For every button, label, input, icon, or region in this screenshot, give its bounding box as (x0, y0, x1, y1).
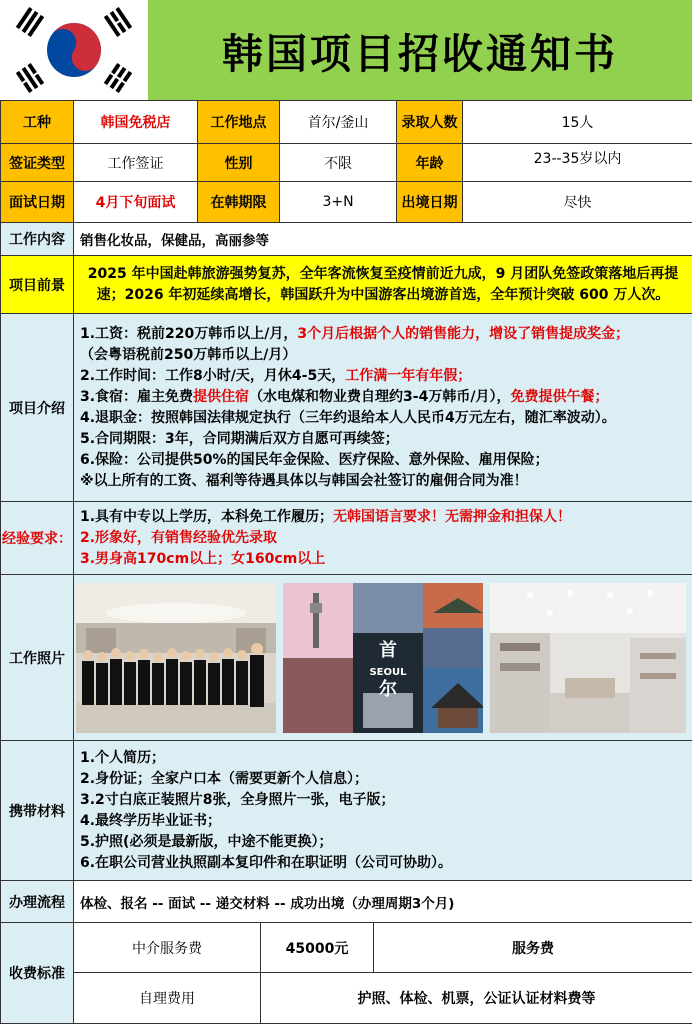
label-age: 年龄 (397, 144, 463, 182)
header (0, 0, 692, 100)
list-item: 1.个人简历； (80, 749, 166, 766)
korean-flag-icon (0, 0, 148, 100)
label-process: 办理流程 (1, 881, 74, 923)
fee-note-agency: 服务费 (374, 923, 692, 973)
intro-line: ※以上所有的工资、福利等待遇具体以与韩国会社签订的雇佣合同为准！ (80, 472, 528, 489)
intro-line (80, 366, 686, 387)
value-age: 23--35岁以内 (463, 144, 692, 182)
table-row (1, 144, 692, 182)
intro-line: 5.合同期限：3年，合同期满后双方自愿可再续签； (80, 430, 399, 447)
intro-leave: 工作满一年有年假； (345, 367, 472, 384)
store-interior-photo (490, 583, 690, 733)
prospect-line-2: 速；2026 年初延续高增长，韩国跃升为中国游客出境游首选，全年预计突破 600 万人次。 (96, 286, 670, 303)
intro-salary: 1.工资：税前220万韩币以上/月， (80, 325, 298, 342)
intro-line: （会粤语税前250万韩币以上/月） (80, 346, 297, 363)
value-interview-date: 4月下旬面试 (74, 182, 198, 223)
intro-text (74, 314, 692, 502)
table-row (1, 881, 692, 923)
label-gender: 性别 (198, 144, 280, 182)
label-materials: 携带材料 (1, 741, 74, 881)
experience-education: 1.具有中专以上学历，本科免工作履历； (80, 508, 334, 525)
prospect-line-1: 2025 年中国赴韩旅游强势复苏，全年客流恢复至疫情前近九成，9 月团队免签政策落地后再提 (87, 265, 679, 282)
page-title: 韩国项目招收通知书 (222, 29, 618, 78)
label-headcount: 录取人数 (397, 101, 463, 144)
label-job-type: 工种 (1, 101, 74, 144)
intro-housing: 提供住宿 (193, 388, 250, 405)
value-gender: 不限 (280, 144, 397, 182)
list-item: 2.身份证；全家户口本（需要更新个人信息）； (80, 770, 369, 787)
fee-amount-agency: 45000元 (261, 923, 374, 973)
table-row (1, 741, 692, 881)
value-departure-date: 尽快 (463, 182, 692, 223)
title-banner (148, 0, 692, 100)
intro-bonus: 3个月后根据个人的销售能力，增设了销售提成奖金； (297, 325, 630, 342)
value-job-type: 韩国免税店 (74, 101, 198, 144)
list-item: 3.2寸白底正装照片8张，全身照片一张，电子版； (80, 791, 395, 808)
list-item: 4.最终学历毕业证书； (80, 812, 222, 829)
table-row (1, 502, 692, 575)
experience-line (80, 507, 686, 528)
intro-board: 3.食宿：雇主免费 (80, 388, 194, 405)
intro-utilities: （水电煤和物业费自理约3-4万韩币/月）， (249, 388, 511, 405)
table-row (1, 314, 692, 502)
intro-line (80, 387, 686, 408)
value-visa-type: 工作签证 (74, 144, 198, 182)
intro-line: 6.保险：公司提供50%的国民年金保险、医疗保险、意外保险、雇用保险； (80, 451, 549, 468)
label-experience: 经验要求： (1, 502, 74, 575)
fee-name-self: 自理费用 (74, 973, 261, 1024)
label-fees: 收费标准 (1, 923, 74, 1024)
label-interview-date: 面试日期 (1, 182, 74, 223)
label-stay-term: 在韩期限 (198, 182, 280, 223)
table-row (1, 575, 692, 741)
photo-strip (74, 583, 692, 733)
fee-name-agency: 中介服务费 (74, 923, 261, 973)
fee-table (0, 922, 692, 1024)
table-row (1, 973, 692, 1024)
process-text: 体检、报名 -- 面试 -- 递交材料 -- 成功出境（办理周期3个月) (74, 881, 692, 923)
table-row (1, 923, 692, 973)
staff-group-photo (76, 583, 276, 733)
label-photos: 工作照片 (1, 575, 74, 741)
label-location: 工作地点 (198, 101, 280, 144)
experience-line: 2.形象好，有销售经验优先录取 (80, 529, 278, 546)
list-item: 5.护照(必须是最新版，中途不能更换）； (80, 833, 333, 850)
materials-list (74, 741, 692, 881)
seoul-collage (283, 583, 483, 733)
table-row (1, 101, 692, 144)
prospect-text (74, 256, 692, 314)
label-prospect: 项目前景 (1, 256, 74, 314)
seoul-label-bottom: 尔 (379, 678, 397, 700)
info-table (0, 100, 692, 923)
experience-no-korean: 无韩国语言要求！无需押金和担保人！ (333, 508, 572, 525)
value-location: 首尔/釜山 (280, 101, 397, 144)
experience-text (74, 502, 692, 575)
list-item: 6.在职公司营业执照副本复印件和在职证明（公司可协助）。 (80, 854, 453, 871)
intro-lunch: 免费提供午餐； (510, 388, 609, 405)
table-row (1, 223, 692, 256)
table-row (1, 182, 692, 223)
intro-hours: 2.工作时间：工作8小时/天，月休4-5天， (80, 367, 346, 384)
value-headcount: 15人 (463, 101, 692, 144)
label-job-content: 工作内容 (1, 223, 74, 256)
label-intro: 项目介绍 (1, 314, 74, 502)
experience-line: 3.男身高170cm以上；女160cm以上 (80, 550, 326, 567)
label-departure-date: 出境日期 (397, 182, 463, 223)
seoul-label-mid: SEOUL (369, 666, 407, 678)
seoul-label-top: 首 (379, 639, 397, 661)
label-visa-type: 签证类型 (1, 144, 74, 182)
intro-line (80, 324, 686, 345)
photos-cell (74, 575, 692, 741)
table-row (1, 256, 692, 314)
intro-line: 4.退职金：按照韩国法律规定执行（三年约退给本人人民币4万元左右，随汇率波动）。 (80, 409, 616, 426)
value-job-content: 销售化妆品，保健品，高丽参等 (74, 223, 692, 256)
value-stay-term: 3+N (280, 182, 397, 223)
fee-note-self: 护照、体检、机票，公证认证材料费等 (261, 973, 692, 1024)
